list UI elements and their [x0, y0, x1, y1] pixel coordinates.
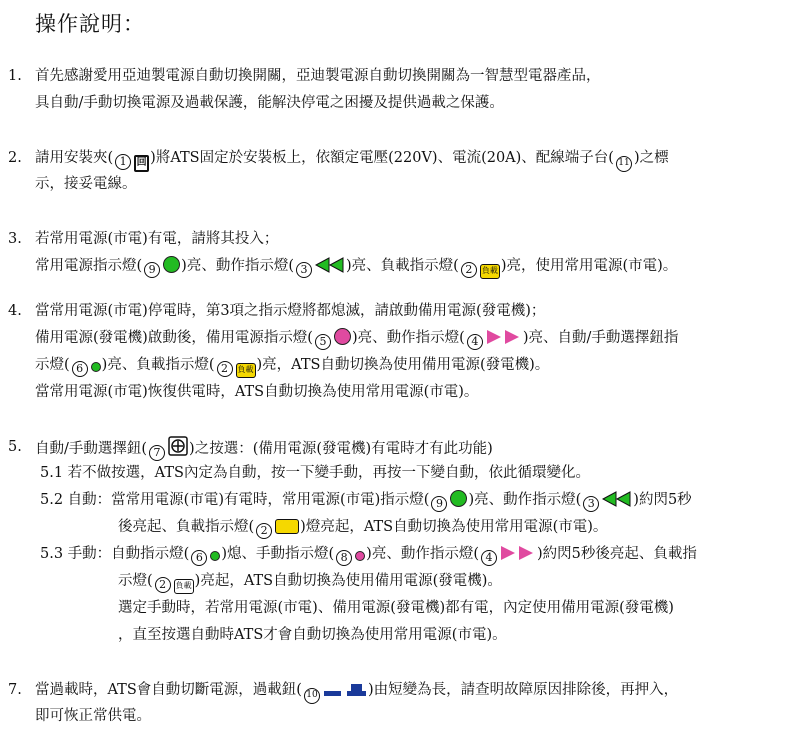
- magenta-arrows-right-icon: [486, 329, 522, 345]
- circled-number-6: 6: [72, 361, 88, 377]
- item-number-5: 5.: [8, 439, 22, 455]
- green-indicator-icon: [163, 256, 180, 273]
- item-5-2-line-1: 5.2 自動：當常用電源(市電)有電時，常用電源(市電)指示燈( 9 )亮、動作指示燈( 3 )約閃5秒: [40, 492, 692, 510]
- item-3-line-2: 常用電源指示燈( 9 )亮、動作指示燈( 3 )亮、負載指示燈( 2 負載 )亮，使用常用電源(市電)。: [35, 255, 677, 279]
- overload-button-icon: [323, 683, 367, 697]
- magenta-indicator-icon: [334, 328, 351, 345]
- item-7-line-2: 即可恢正常供電。: [35, 708, 151, 724]
- item-5-2-line-2: 後亮起、負載指示燈( 2 )燈亮起，ATS自動切換為使用常用電源(市電)。: [118, 519, 608, 537]
- item-4-line-2: 備用電源(發電機)啟動後，備用電源指示燈( 5 )亮、動作指示燈( 4 )亮、自動/手動選擇鈕指: [35, 330, 679, 348]
- circled-number-2: 2: [461, 262, 477, 278]
- item-1-line-1: 首先感謝愛用亞迪製電源自動切換開關，亞迪製電源自動切換開關為一智慧型電器產品，: [35, 68, 601, 84]
- load-indicator-icon: 負載: [480, 264, 500, 279]
- item-4-line-1: 當常用電源(市電)停電時，第3項之指示燈將都熄滅，請啟動備用電源(發電機)；: [35, 303, 546, 319]
- item-5-3-line-2: 示燈( 2 負載 )亮起，ATS自動切換為使用備用電源(發電機)。: [118, 570, 502, 594]
- item-number-4: 4.: [8, 303, 22, 319]
- green-arrows-left-icon: [315, 257, 345, 273]
- item-5-1: 5.1 若不做按選，ATS內定為自動，按一下變手動，再按一下變自動，依此循環變化。: [40, 465, 590, 481]
- circled-number-1: 1: [115, 154, 131, 170]
- selector-button-icon: [168, 436, 188, 456]
- circled-number-9: 9: [144, 262, 160, 278]
- load-indicator-icon: 負載: [236, 363, 256, 378]
- item-number-3: 3.: [8, 231, 22, 247]
- circled-number-2: 2: [256, 523, 272, 539]
- magenta-arrows-right-icon: [500, 545, 536, 561]
- page-title: 操作說明：: [35, 12, 145, 36]
- item-4-line-4: 當常用電源(市電)恢復供電時，ATS自動切換為使用常用電源(市電)。: [35, 384, 479, 400]
- circled-number-11: 11: [616, 156, 632, 172]
- item-7-line-1: 當過載時，ATS會自動切斷電源，過載鈕( 10 )由短變為長，請查明故障原因排除後，再押入，: [35, 679, 678, 704]
- item-5-line-1: 自動/手動選擇鈕( 7 )之按選：(備用電源(發電機)有電時才有此功能): [35, 436, 493, 461]
- circled-number-4: 4: [467, 334, 483, 350]
- item-number-7: 7.: [8, 682, 22, 698]
- circled-number-4: 4: [481, 550, 497, 566]
- item-5-3-line-4: ，直至按選自動時ATS才會自動切換為使用常用電源(市電)。: [118, 627, 507, 643]
- magenta-small-indicator-icon: [355, 551, 365, 561]
- circled-number-5: 5: [315, 334, 331, 350]
- item-5-3-line-1: 5.3 手動：自動指示燈( 6 )熄、手動指示燈( 8 )亮、動作指示燈( 4 )約閃5秒後亮起、負載指: [40, 546, 697, 564]
- green-arrows-left-icon: [602, 491, 632, 507]
- green-small-indicator-icon: [210, 551, 220, 561]
- circled-number-3: 3: [296, 262, 312, 278]
- green-indicator-icon: [450, 490, 467, 507]
- circled-number-6: 6: [191, 550, 207, 566]
- item-4-line-3: 示燈( 6 )亮、負載指示燈( 2 負載 )亮，ATS自動切換為使用備用電源(發電機)。: [35, 354, 549, 378]
- item-number-1: 1.: [8, 68, 22, 84]
- mounting-clip-icon: 回: [134, 155, 149, 172]
- circled-number-8: 8: [336, 550, 352, 566]
- green-small-indicator-icon: [91, 362, 101, 372]
- item-5-3-line-3: 選定手動時，若常用電源(市電)、備用電源(發電機)都有電，內定使用備用電源(發電機): [118, 600, 674, 616]
- circled-number-2: 2: [217, 361, 233, 377]
- item-3-line-1: 若常用電源(市電)有電，請將其投入；: [35, 231, 279, 247]
- item-2-line-1: 請用安裝夾( 1 回 )將ATS固定於安裝板上，依額定電壓(220V)、電流(20A)、配線端子台( 11 )之標: [35, 147, 669, 172]
- circled-number-3: 3: [583, 496, 599, 512]
- item-1-line-2: 具自動/手動切換電源及過載保護，能解決停電之困擾及提供過載之保護。: [35, 95, 504, 111]
- circled-number-7: 7: [149, 445, 165, 461]
- circled-number-10: 10: [304, 688, 320, 704]
- item-2-line-2: 示，接妥電線。: [35, 176, 137, 192]
- load-indicator-blank-icon: [275, 519, 299, 534]
- circled-number-9: 9: [431, 496, 447, 512]
- load-indicator-icon: 負載: [174, 579, 194, 594]
- circled-number-2: 2: [155, 577, 171, 593]
- item-number-2: 2.: [8, 150, 22, 166]
